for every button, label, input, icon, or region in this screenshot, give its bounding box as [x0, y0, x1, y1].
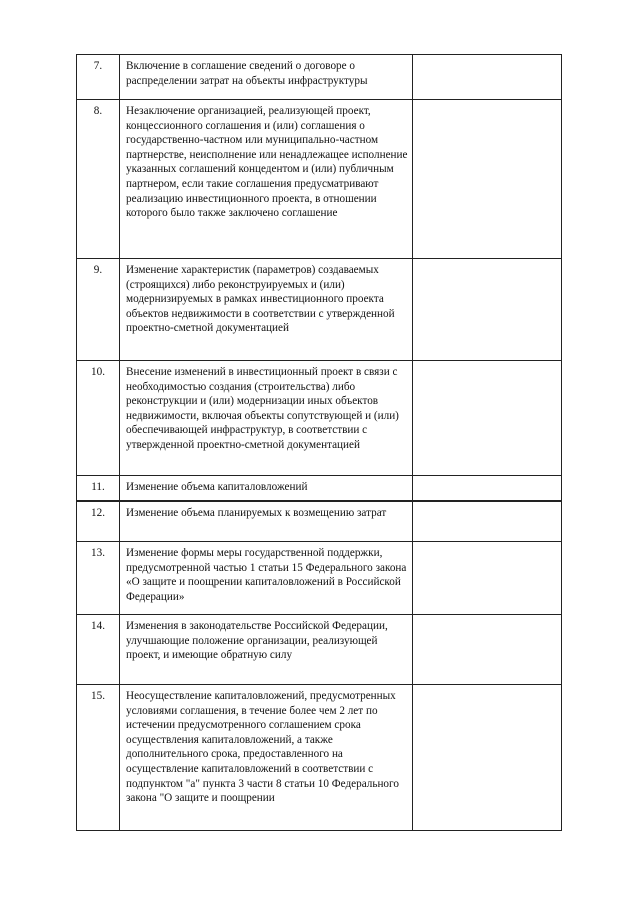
row-description: Изменения в законодательстве Российской Федерации, улучшающие положение организации, реализующей проект, и имеющие обратную силу: [120, 615, 413, 685]
table-row: [77, 476, 562, 501]
row-number: 13.: [77, 542, 120, 615]
row-value-cell: [413, 100, 562, 259]
conditions-table: [76, 54, 562, 831]
row-number: 8.: [77, 100, 120, 259]
row-number: 10.: [77, 361, 120, 476]
table-row: [77, 501, 562, 542]
row-number: 7.: [77, 55, 120, 100]
table-row: [77, 615, 562, 685]
table-row: [77, 542, 562, 615]
row-number: 11.: [77, 476, 120, 501]
row-description: Изменение характеристик (параметров) создаваемых (строящихся) либо реконструируемых и (или) модернизируемых в рамках инвестиционного проекта объектов недвижимости в соответствии с утвержденной проектно-сметной документацией: [120, 259, 413, 361]
row-description: Внесение изменений в инвестиционный проект в связи с необходимостью создания (строительства) либо реконструкции и (или) модернизации иных объектов недвижимости, включая объекты сопутствующей и (или) обеспечивающей инфраструктур, в соответствии с утвержденной проектно-сметной документацией: [120, 361, 413, 476]
row-description: Изменение объема планируемых к возмещению затрат: [120, 501, 413, 542]
row-description: Неосуществление капиталовложений, предусмотренных условиями соглашения, в течение более чем 2 лет по истечении предусмотренного соглашением срока осуществления капиталовложений, а также дополнительного срока, предоставленного на осуществление капиталовложений в соответствии с подпунктом "а" пункта 3 части 8 статьи 10 Федерального закона "О защите и поощрении: [120, 685, 413, 831]
row-value-cell: [413, 55, 562, 100]
row-value-cell: [413, 361, 562, 476]
row-number: 9.: [77, 259, 120, 361]
row-number: 14.: [77, 615, 120, 685]
row-description: Незаключение организацией, реализующей проект, концессионного соглашения и (или) соглашения о государственно-частном или муниципально-частном партнерстве, неисполнение или ненадлежащее исполнение указанных соглашений концедентом и (или) публичным партнером, если такие соглашения предусматривают реализацию инвестиционного проекта, в отношении которого было также заключено соглашение: [120, 100, 413, 259]
table-row: [77, 100, 562, 259]
table-row: [77, 259, 562, 361]
row-value-cell: [413, 476, 562, 501]
table-row: [77, 55, 562, 100]
row-number: 12.: [77, 501, 120, 542]
row-value-cell: [413, 501, 562, 542]
row-description: Включение в соглашение сведений о договоре о распределении затрат на объекты инфраструктуры: [120, 55, 413, 100]
row-value-cell: [413, 542, 562, 615]
row-number: 15.: [77, 685, 120, 831]
table-row: [77, 361, 562, 476]
row-description: Изменение объема капиталовложений: [120, 476, 413, 501]
row-value-cell: [413, 685, 562, 831]
row-value-cell: [413, 259, 562, 361]
table-row: [77, 685, 562, 831]
row-description: Изменение формы меры государственной поддержки, предусмотренной частью 1 статьи 15 Федерального закона «О защите и поощрении капиталовложений в Российской Федерации»: [120, 542, 413, 615]
row-value-cell: [413, 615, 562, 685]
